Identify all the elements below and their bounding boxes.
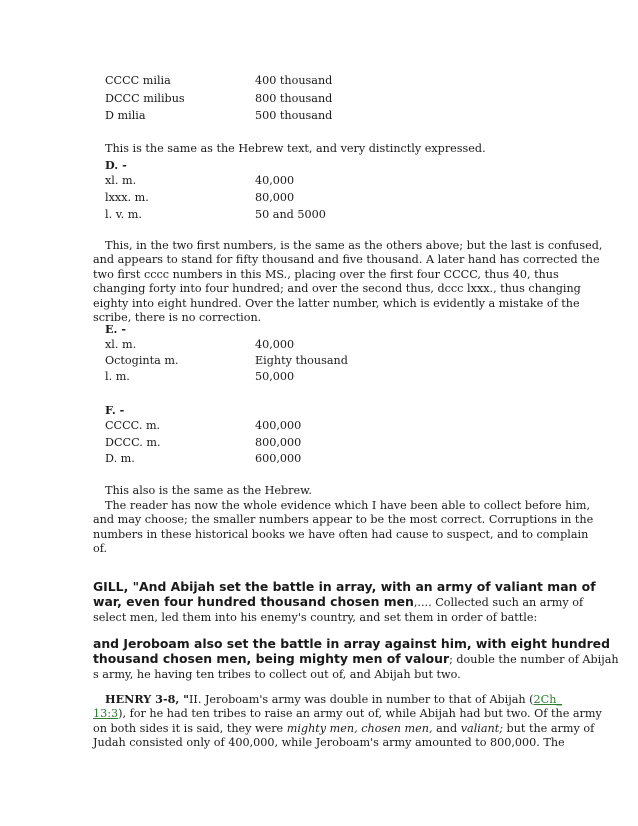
latin-number: DCCC. m. [105, 436, 161, 449]
henry-italic: valiant; [460, 721, 503, 735]
latin-number: xl. m. [105, 174, 137, 187]
numeric-value: 500 thousand [255, 109, 333, 122]
paragraph-line [93, 636, 610, 652]
henry-heading: HENRY 3-8, " [105, 692, 189, 706]
gill-commentary [93, 579, 596, 625]
jeroboam-heading: and Jeroboam also set the battle in array against him, with eight hundred [93, 636, 610, 651]
henry-text: and [432, 721, 461, 735]
numeric-value: 50,000 [255, 370, 295, 383]
numeric-value: 800 thousand [255, 92, 333, 105]
gill-heading-cont: war, even four hundred thousand chosen men [93, 594, 414, 610]
jeroboam-commentary [93, 636, 619, 682]
note-text: This also is the same as the Hebrew. [105, 484, 312, 497]
section-label-f: F. - [105, 403, 125, 417]
paragraph-line: numbers in these historical books we have often had cause to suspect, and to complain [93, 527, 589, 541]
paragraph-line: two first cccc numbers in this MS., placing over the first four CCCC, thus 40, thus [93, 267, 559, 281]
numeric-value: 40,000 [255, 338, 295, 351]
latin-number: l. v. m. [105, 208, 142, 221]
note-text: This is the same as the Hebrew text, and very distinctly expressed. [105, 142, 486, 155]
numeric-value: 800,000 [255, 436, 302, 449]
numeric-value: 400,000 [255, 419, 302, 432]
paragraph-line [93, 651, 619, 667]
paragraph-line: of. [93, 542, 108, 556]
paragraph-line [93, 692, 563, 707]
jeroboam-heading-cont: thousand chosen men, being mighty men of valour [93, 651, 450, 667]
numeric-value: 50 and 5000 [255, 208, 326, 221]
numeric-value: 80,000 [255, 191, 295, 204]
henry-italic: mighty men, chosen men, [286, 721, 433, 735]
latin-number: CCCC. m. [105, 419, 161, 432]
paragraph-line: and appears to stand for fifty thousand and five thousand. A later hand has corrected the [93, 253, 600, 267]
gill-heading: GILL, "And Abijah set the battle in array, with an army of valiant man of [93, 579, 596, 594]
paragraph-line: scribe, there is no correction. [93, 311, 262, 325]
paragraph-reader-evidence [93, 499, 594, 557]
latin-number: D milia [105, 109, 146, 122]
jeroboam-text: ; double the number of Abijah [449, 653, 619, 667]
latin-number: xl. m. [105, 338, 137, 351]
henry-text: but the army of [503, 721, 595, 735]
paragraph-line: select men, led them into his enemy's country, and set them in order of battle: [93, 610, 538, 624]
section-label-e: E. - [105, 322, 126, 336]
numeric-value: 600,000 [255, 452, 302, 465]
paragraph-line: eighty into eight hundred. Over the latter number, which is evidently a mistake of the [93, 296, 580, 310]
numeric-value: Eighty thousand [255, 354, 348, 367]
latin-number: Octoginta m. [105, 354, 179, 367]
paragraph-line: s army, he having ten tribes to collect out of, and Abijah but two. [93, 667, 461, 681]
numeric-value: 400 thousand [255, 74, 333, 87]
latin-number: l. m. [105, 370, 130, 383]
gill-text: ,.... Collected such an army of [413, 596, 584, 610]
scripture-reference-link[interactable]: 13:3 [93, 707, 119, 721]
paragraph-line [93, 594, 584, 610]
henry-text: II. Jeroboam's army was double in number to that of Abijah ( [189, 693, 534, 706]
paragraph-line: changing forty into four hundred; and over the second thus, dccc lxxx., thus changing [93, 282, 581, 296]
paragraph-line: The reader has now the whole evidence which I have been able to collect before him, [105, 499, 591, 512]
latin-number: CCCC milia [105, 74, 171, 87]
paragraph-line [93, 579, 596, 595]
henry-commentary [93, 692, 602, 751]
henry-text: ), for he had ten tribes to raise an army out of, while Abijah had but two. Of the army [118, 707, 602, 721]
paragraph-correction-note [93, 239, 603, 325]
paragraph-line [93, 707, 602, 721]
paragraph-line: This, in the two first numbers, is the same as the others above; but the last is confused, [105, 239, 603, 252]
henry-text: on both sides it is said, they were [93, 721, 287, 735]
latin-number: lxxx. m. [105, 191, 149, 204]
numeric-value: 40,000 [255, 174, 295, 187]
scripture-reference-link[interactable]: 2Ch_ [533, 693, 563, 706]
latin-number: D. m. [105, 452, 135, 465]
paragraph-line: and may choose; the smaller numbers appear to be the most correct. Corruptions in the [93, 513, 594, 527]
latin-number: DCCC milibus [105, 92, 185, 105]
paragraph-line [93, 721, 595, 736]
section-label-d: D. - [105, 158, 127, 172]
paragraph-line: Judah consisted only of 400,000, while Jeroboam's army amounted to 800,000. The [93, 736, 565, 750]
